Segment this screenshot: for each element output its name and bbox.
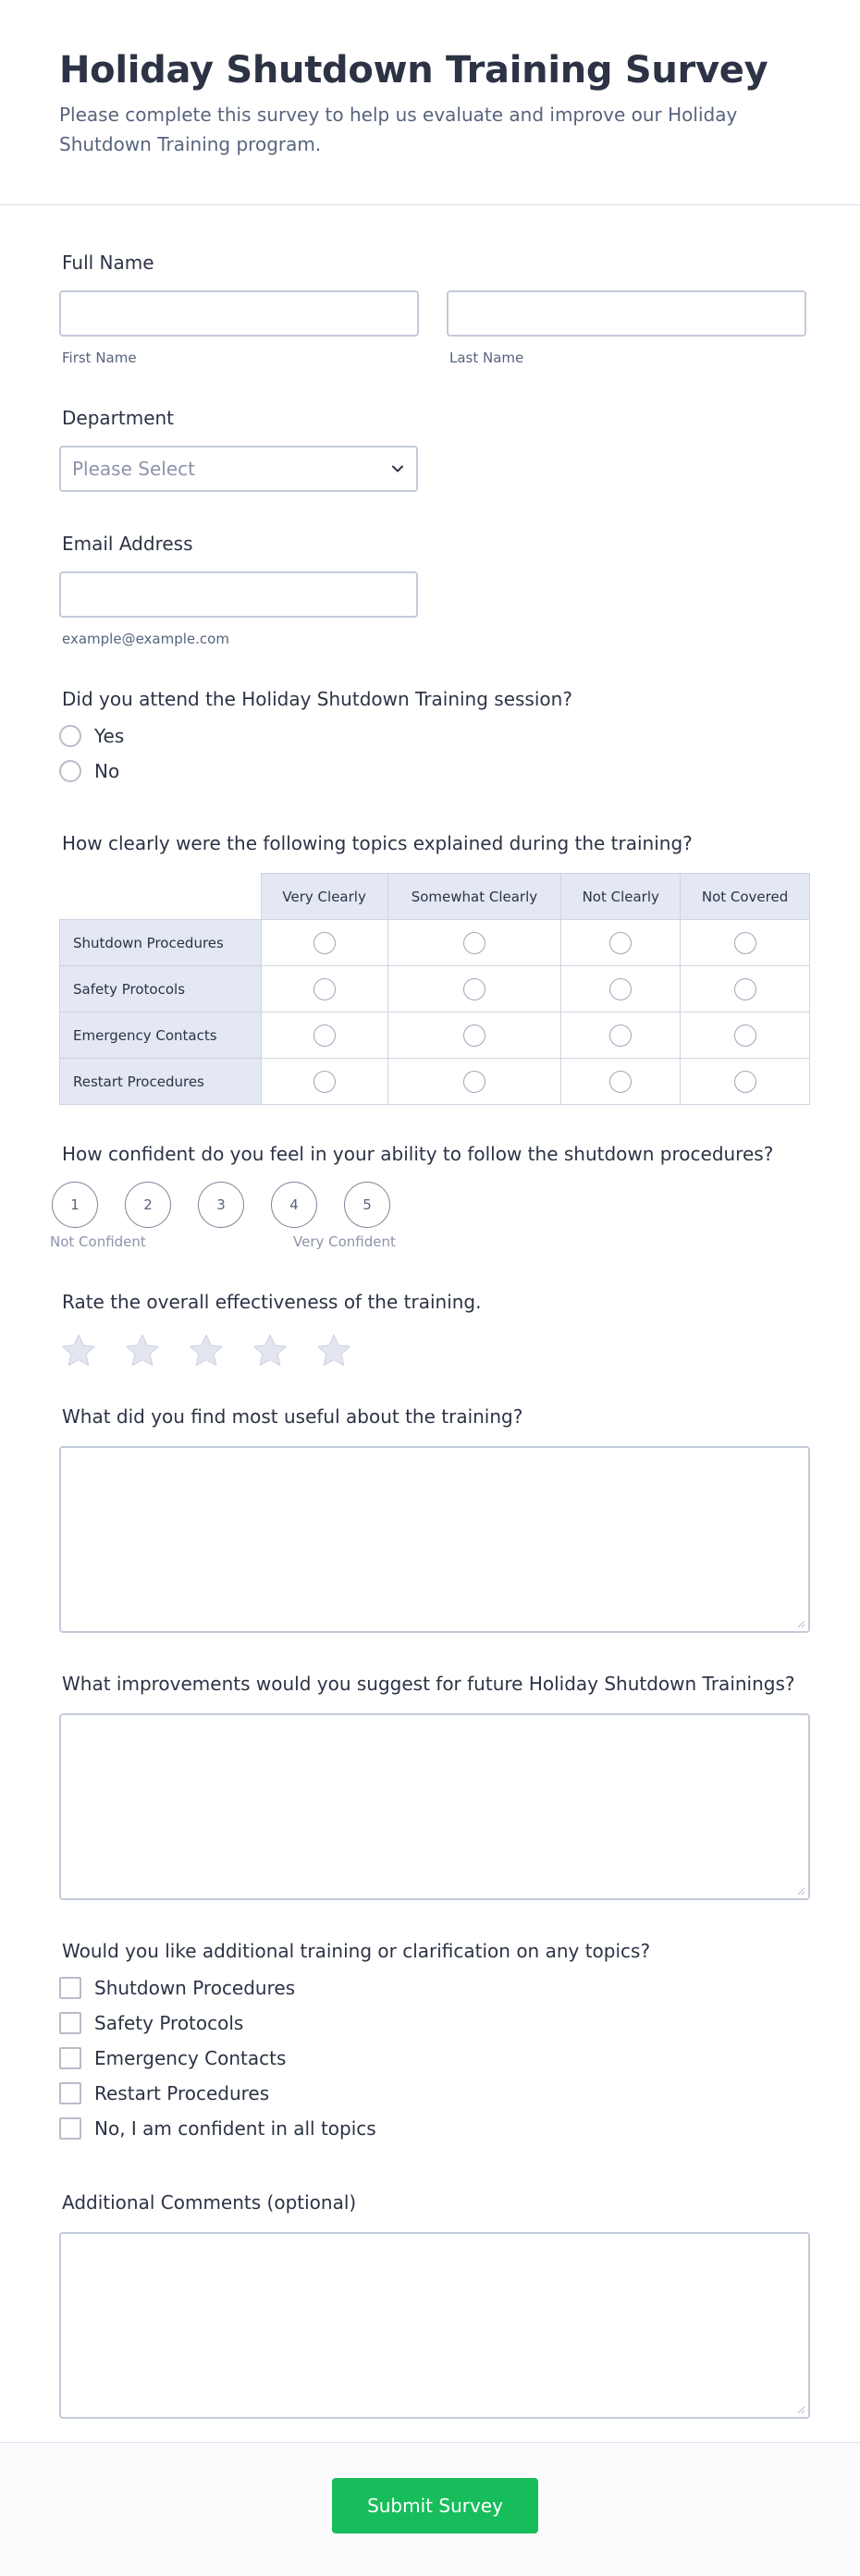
comments-field	[59, 2190, 810, 2419]
radio-button[interactable]	[734, 1071, 756, 1093]
first-name-sublabel: First Name	[62, 350, 137, 366]
radio-button[interactable]	[463, 1071, 485, 1093]
last-name-sublabel: Last Name	[449, 350, 524, 366]
radio-button[interactable]	[609, 1071, 632, 1093]
last-name-input[interactable]	[447, 290, 806, 337]
department-field	[59, 405, 810, 492]
page-title: Holiday Shutdown Training Survey	[59, 49, 768, 92]
resize-handle-icon[interactable]	[796, 1619, 805, 1628]
radio-button[interactable]	[463, 1024, 485, 1047]
star-icon[interactable]	[123, 1331, 162, 1370]
star-icon[interactable]	[187, 1331, 226, 1370]
matrix-cell[interactable]	[681, 966, 810, 1012]
scale-option[interactable]: 3	[198, 1182, 244, 1228]
department-label: Department	[62, 407, 175, 429]
scale-option[interactable]: 2	[125, 1182, 171, 1228]
comments-label: Additional Comments (optional)	[62, 2191, 357, 2214]
radio-button[interactable]	[609, 1024, 632, 1047]
chevron-down-icon	[390, 461, 405, 476]
matrix-row-label: Emergency Contacts	[60, 1012, 262, 1059]
radio-button[interactable]	[463, 932, 485, 954]
matrix-cell[interactable]	[387, 966, 561, 1012]
submit-button[interactable]: Submit Survey	[332, 2478, 538, 2533]
radio-button[interactable]	[59, 760, 81, 782]
radio-button[interactable]	[609, 978, 632, 1000]
star-rating	[59, 1331, 810, 1370]
checkbox-option[interactable]	[59, 2117, 810, 2140]
useful-field	[59, 1404, 810, 1633]
star-icon[interactable]	[59, 1331, 98, 1370]
page-subtitle: Please complete this survey to help us evaluate and improve our Holiday Shutdown Training program.	[59, 104, 738, 155]
form-footer	[0, 2442, 860, 2576]
matrix-cell[interactable]	[261, 1059, 387, 1105]
matrix-column-header: Somewhat Clearly	[387, 874, 561, 920]
checkbox[interactable]	[59, 1977, 81, 1999]
matrix-label: How clearly were the following topics explained during the training?	[62, 832, 693, 854]
radio-button[interactable]	[313, 1071, 336, 1093]
matrix-cell[interactable]	[561, 1012, 681, 1059]
effectiveness-rating-field	[59, 1289, 810, 1370]
checkbox-label: Safety Protocols	[94, 2012, 244, 2034]
scale-option[interactable]: 4	[271, 1182, 317, 1228]
star-icon[interactable]	[314, 1331, 353, 1370]
matrix-column-header: Very Clearly	[261, 874, 387, 920]
matrix-row	[60, 1059, 810, 1105]
matrix-column-header: Not Covered	[681, 874, 810, 920]
matrix-row-label: Restart Procedures	[60, 1059, 262, 1105]
checkbox-option[interactable]	[59, 2082, 810, 2104]
full-name-label: Full Name	[62, 251, 154, 274]
matrix-row	[60, 966, 810, 1012]
radio-option-label: Yes	[94, 725, 125, 747]
matrix-cell[interactable]	[561, 920, 681, 966]
matrix-cell[interactable]	[387, 920, 561, 966]
checkbox[interactable]	[59, 2047, 81, 2069]
matrix-row	[60, 920, 810, 966]
useful-label: What did you find most useful about the training?	[62, 1405, 523, 1428]
confidence-field	[50, 1141, 810, 1252]
radio-button[interactable]	[609, 932, 632, 954]
department-selected-value: Please Select	[72, 458, 195, 480]
attended-label: Did you attend the Holiday Shutdown Training session?	[62, 688, 572, 710]
checkbox[interactable]	[59, 2117, 81, 2140]
scale-option[interactable]: 5	[344, 1182, 390, 1228]
department-select[interactable]	[59, 446, 418, 492]
improvements-label: What improvements would you suggest for future Holiday Shutdown Trainings?	[62, 1673, 795, 1695]
matrix-cell[interactable]	[261, 1012, 387, 1059]
comments-textarea[interactable]	[59, 2232, 810, 2419]
matrix-column-header: Not Clearly	[561, 874, 681, 920]
matrix-cell[interactable]	[561, 966, 681, 1012]
scale-rating	[52, 1182, 810, 1228]
matrix-cell[interactable]	[387, 1012, 561, 1059]
full-name-field	[59, 250, 810, 366]
resize-handle-icon[interactable]	[796, 1886, 805, 1895]
matrix-cell[interactable]	[261, 966, 387, 1012]
improvements-textarea[interactable]	[59, 1713, 810, 1900]
checkbox-option[interactable]	[59, 1977, 810, 1999]
attended-field	[59, 686, 810, 782]
radio-button[interactable]	[313, 978, 336, 1000]
radio-option-label: No	[94, 760, 120, 782]
checkbox-option[interactable]	[59, 2047, 810, 2069]
rating-label: Rate the overall effectiveness of the training.	[62, 1291, 482, 1313]
additional-training-field	[59, 1938, 810, 2140]
matrix-cell[interactable]	[387, 1059, 561, 1105]
matrix-cell[interactable]	[681, 920, 810, 966]
radio-option-yes[interactable]	[59, 725, 810, 747]
checkbox-label: Restart Procedures	[94, 2082, 270, 2104]
email-sublabel: example@example.com	[62, 631, 229, 647]
radio-button[interactable]	[734, 978, 756, 1000]
radio-button[interactable]	[734, 1024, 756, 1047]
email-input[interactable]	[59, 571, 418, 618]
form-header	[0, 0, 860, 205]
matrix-cell[interactable]	[681, 1059, 810, 1105]
clarity-matrix-field	[59, 830, 810, 1105]
confidence-label: How confident do you feel in your ability to follow the shutdown procedures?	[62, 1143, 774, 1165]
matrix-corner	[60, 874, 262, 920]
radio-option-no[interactable]	[59, 760, 810, 782]
improvements-field	[59, 1671, 810, 1900]
checkbox-label: No, I am confident in all topics	[94, 2117, 376, 2140]
clarity-matrix	[59, 873, 810, 1105]
checkbox[interactable]	[59, 2082, 81, 2104]
checkbox-option[interactable]	[59, 2012, 810, 2034]
radio-button[interactable]	[734, 932, 756, 954]
additional-label: Would you like additional training or clarification on any topics?	[62, 1940, 651, 1962]
scale-low-label: Not Confident	[50, 1233, 146, 1250]
email-field	[59, 531, 810, 647]
checkbox[interactable]	[59, 2012, 81, 2034]
checkbox-label: Emergency Contacts	[94, 2047, 287, 2069]
checkbox-label: Shutdown Procedures	[94, 1977, 296, 1999]
resize-handle-icon[interactable]	[796, 2405, 805, 2414]
matrix-row	[60, 1012, 810, 1059]
matrix-cell[interactable]	[261, 920, 387, 966]
matrix-row-label: Shutdown Procedures	[60, 920, 262, 966]
scale-high-label: Very Confident	[293, 1233, 396, 1250]
star-icon[interactable]	[251, 1331, 289, 1370]
useful-textarea[interactable]	[59, 1446, 810, 1633]
radio-button[interactable]	[313, 932, 336, 954]
first-name-input[interactable]	[59, 290, 419, 337]
radio-button[interactable]	[463, 978, 485, 1000]
radio-button[interactable]	[313, 1024, 336, 1047]
matrix-cell[interactable]	[561, 1059, 681, 1105]
radio-button[interactable]	[59, 725, 81, 747]
email-label: Email Address	[62, 533, 193, 555]
matrix-cell[interactable]	[681, 1012, 810, 1059]
matrix-row-label: Safety Protocols	[60, 966, 262, 1012]
scale-option[interactable]: 1	[52, 1182, 98, 1228]
